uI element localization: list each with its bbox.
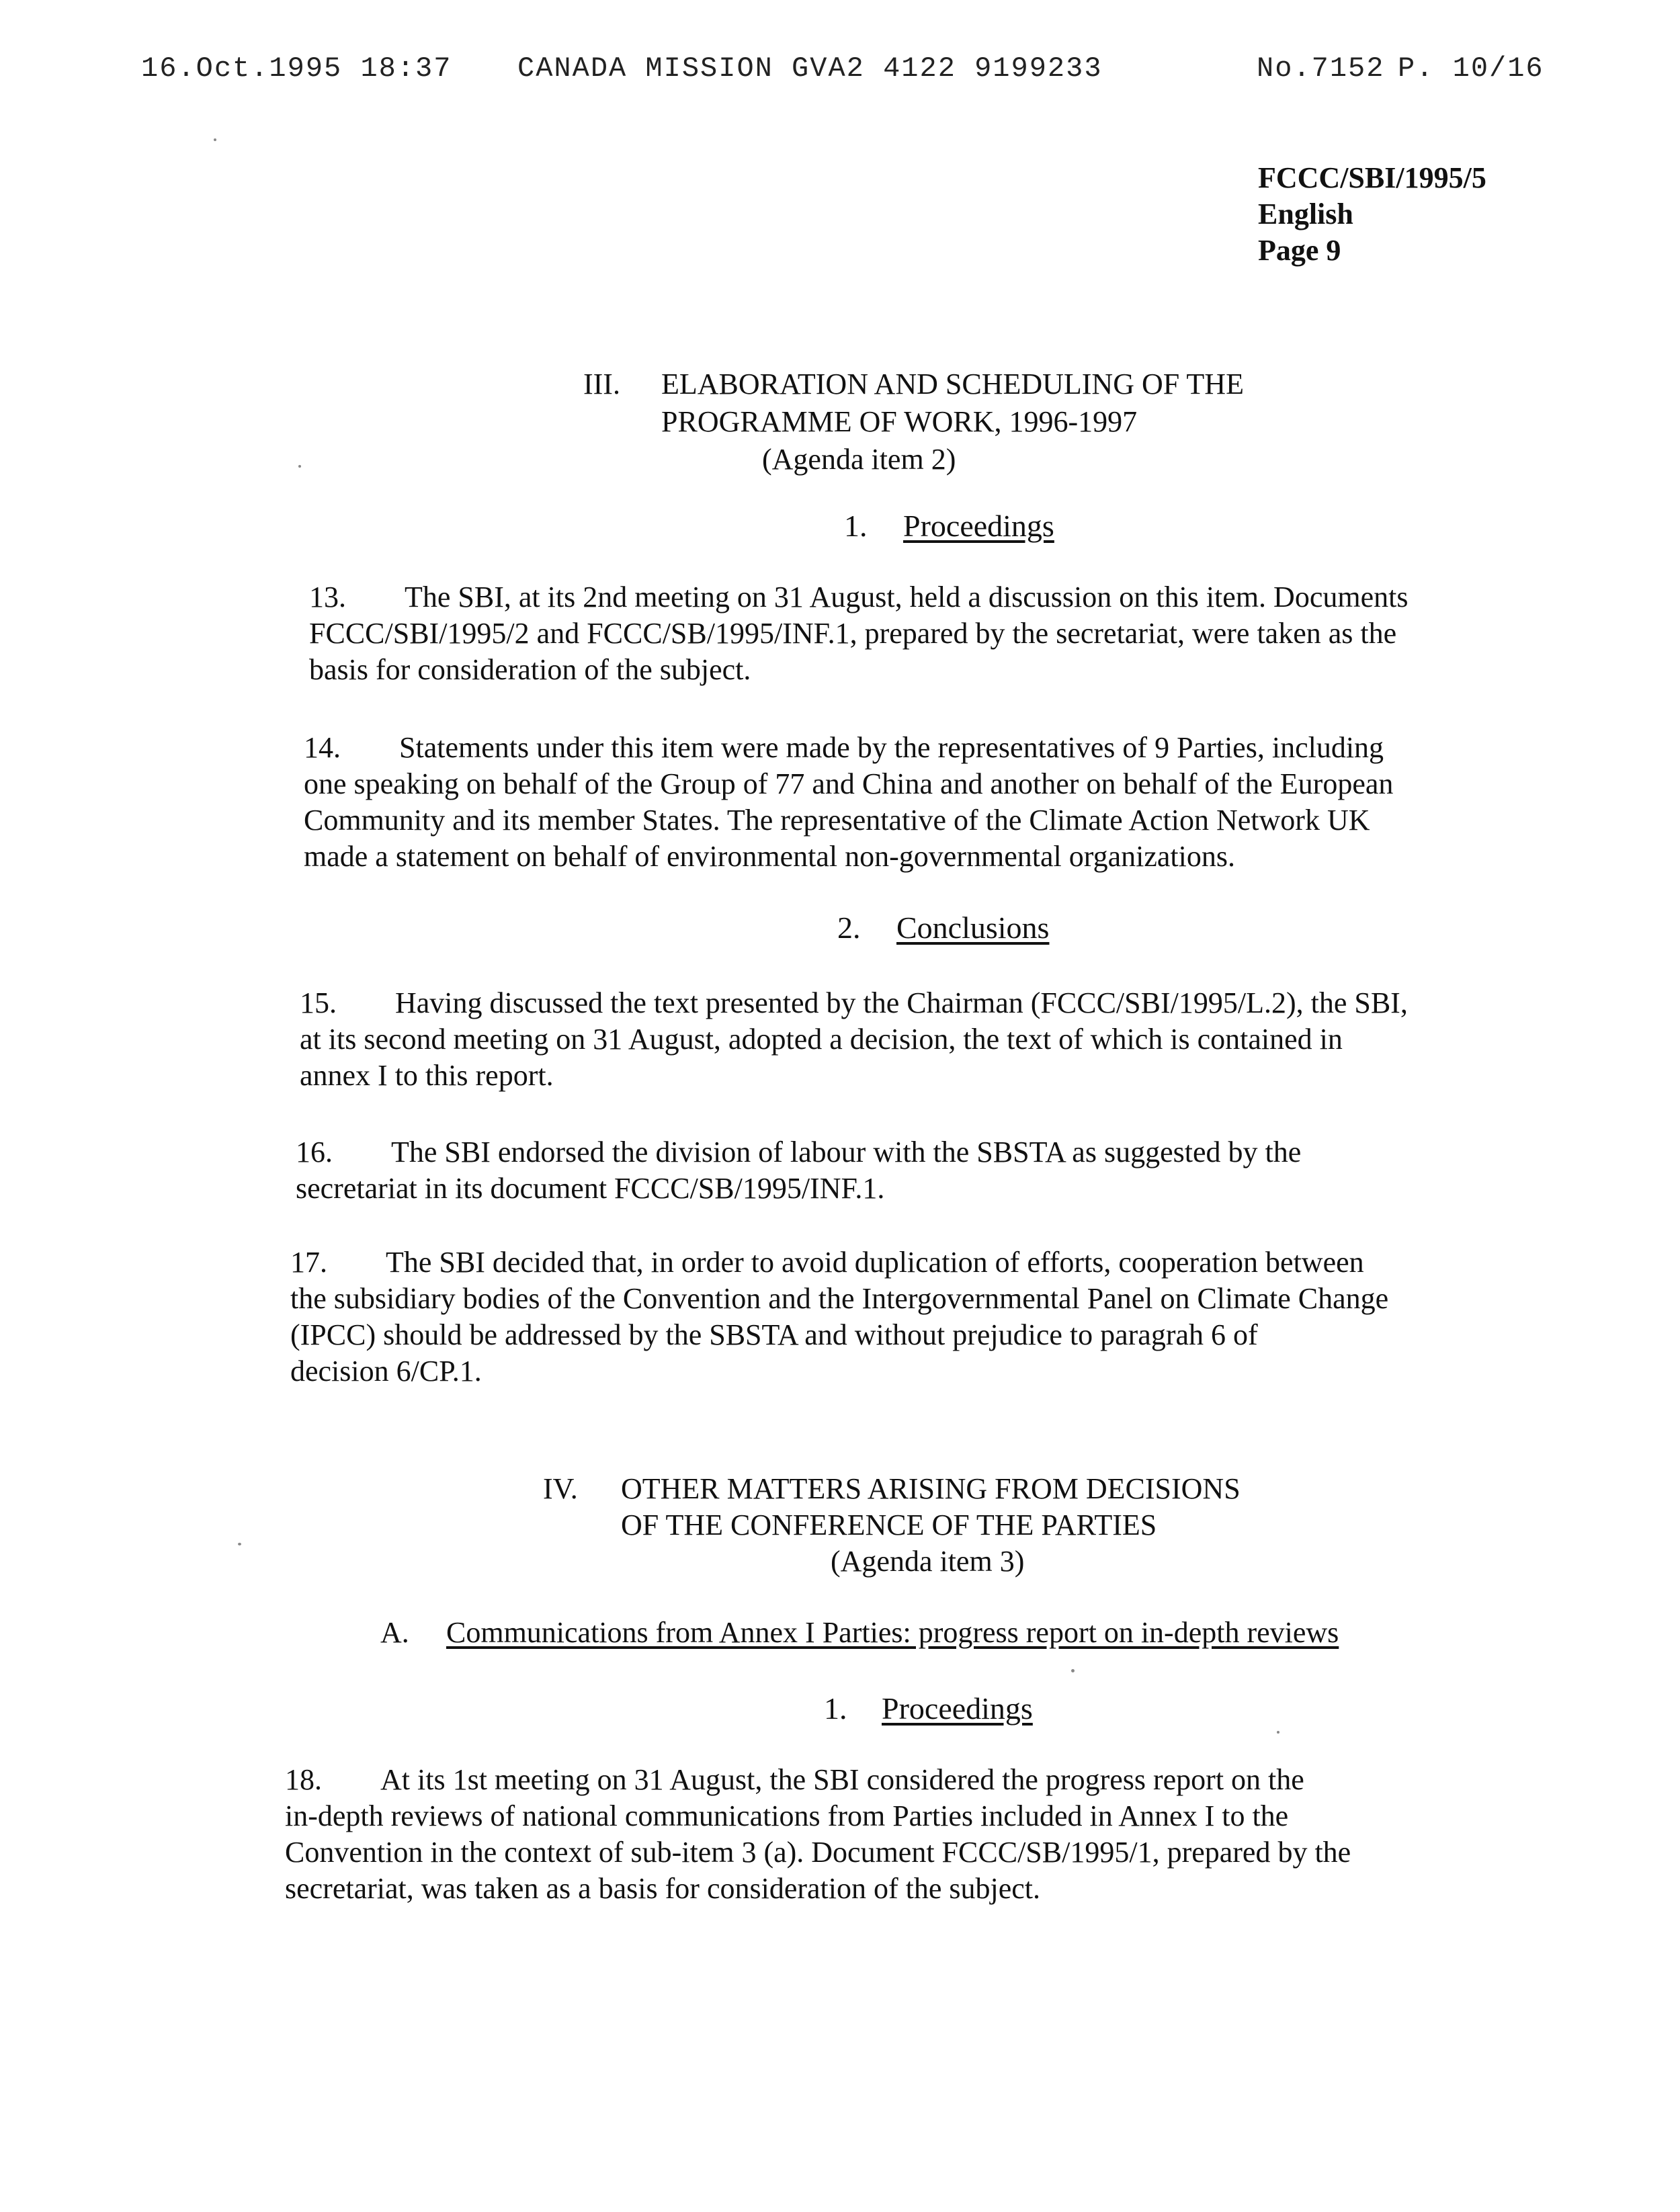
paragraph-line: FCCC/SBI/1995/2 and FCCC/SB/1995/INF.1, prepared by the secretariat, were taken as the — [309, 617, 1397, 650]
section-4-title-line1: OTHER MATTERS ARISING FROM DECISIONS — [621, 1472, 1241, 1505]
paragraph-line: made a statement on behalf of environmental non-governmental organizations. — [304, 840, 1235, 873]
paragraph-line: secretariat, was taken as a basis for consideration of the subject. — [285, 1872, 1041, 1905]
paragraph-line: at its second meeting on 31 August, adopted a decision, the text of which is contained in — [300, 1023, 1343, 1056]
paragraph-line: The SBI, at its 2nd meeting on 31 August, held a discussion on this item. Documents — [405, 581, 1409, 613]
paragraph-line: Community and its member States. The representative of the Climate Action Network UK — [304, 804, 1370, 837]
paragraph-number: 18. — [285, 1763, 322, 1796]
section-4-title-line2: OF THE CONFERENCE OF THE PARTIES — [621, 1508, 1157, 1541]
subsection-title: Communications from Annex I Parties: progress report on in-depth reviews — [446, 1616, 1339, 1649]
paragraph-line: Statements under this item were made by the representatives of 9 Parties, including — [399, 731, 1384, 764]
fax-header — [0, 52, 1680, 93]
scan-speck — [298, 465, 301, 468]
document-page: Page 9 — [1258, 234, 1341, 267]
paragraph-number: 15. — [300, 986, 337, 1019]
paragraph-line: Having discussed the text presented by the Chairman (FCCC/SBI/1995/L.2), the SBI, — [395, 986, 1408, 1019]
fax-page-count: P. 10/16 — [1398, 52, 1544, 85]
subheading-title: Conclusions — [896, 910, 1050, 945]
paragraph-line: annex I to this report. — [300, 1059, 554, 1092]
paragraph-line: decision 6/CP.1. — [290, 1355, 482, 1388]
paragraph-number: 17. — [290, 1246, 327, 1279]
section-4-numeral: IV. — [543, 1472, 578, 1505]
paragraph-15 — [300, 985, 1408, 1094]
paragraph-line: one speaking on behalf of the Group of 77 and China and another on behalf of the European — [304, 767, 1394, 800]
fax-datetime: 16.Oct.1995 18:37 — [141, 52, 452, 85]
paragraph-line: Convention in the context of sub-item 3 (a). Document FCCC/SB/1995/1, prepared by the — [285, 1836, 1351, 1869]
paragraph-16 — [296, 1134, 1301, 1207]
subheading-number: 2. — [837, 910, 861, 945]
section-3-agenda: (Agenda item 2) — [762, 443, 956, 476]
section-3-title-line1: ELABORATION AND SCHEDULING OF THE — [661, 368, 1244, 400]
section-3-title-line2: PROGRAMME OF WORK, 1996-1997 — [661, 405, 1138, 438]
paragraph-line: the subsidiary bodies of the Convention and the Intergovernmental Panel on Climate Change — [290, 1282, 1389, 1315]
paragraph-number: 14. — [304, 731, 341, 764]
paragraph-line: basis for consideration of the subject. — [309, 653, 751, 686]
subheading-number: 1. — [824, 1691, 847, 1726]
subheading-number: 1. — [844, 509, 868, 543]
paragraph-14 — [304, 730, 1393, 875]
paragraph-line: The SBI endorsed the division of labour with the SBSTA as suggested by the — [391, 1136, 1302, 1168]
document-reference — [1258, 160, 1486, 269]
subheading-title: Proceedings — [882, 1691, 1033, 1726]
document-symbol: FCCC/SBI/1995/5 — [1258, 161, 1486, 194]
section-3-numeral: III. — [583, 368, 620, 400]
subsection-letter: A. — [380, 1616, 409, 1649]
paragraph-13 — [309, 579, 1408, 688]
scan-speck — [1277, 1731, 1279, 1734]
subheading-title: Proceedings — [903, 509, 1054, 543]
scan-speck — [214, 138, 216, 141]
paragraph-line: At its 1st meeting on 31 August, the SBI considered the progress report on the — [380, 1763, 1304, 1796]
paragraph-17 — [290, 1244, 1388, 1390]
paragraph-line: in-depth reviews of national communications from Parties included in Annex I to the — [285, 1799, 1289, 1832]
paragraph-18 — [285, 1762, 1351, 1907]
document-language: English — [1258, 198, 1353, 230]
scan-speck — [238, 1543, 241, 1545]
fax-sender: CANADA MISSION GVA2 4122 9199233 — [517, 52, 1103, 85]
section-4-agenda: (Agenda item 3) — [831, 1545, 1025, 1578]
fax-number: No.7152 — [1257, 52, 1385, 85]
paragraph-line: (IPCC) should be addressed by the SBSTA and without prejudice to paragrah 6 of — [290, 1318, 1258, 1351]
paragraph-line: secretariat in its document FCCC/SB/1995/INF.1. — [296, 1172, 885, 1205]
paragraph-number: 16. — [296, 1136, 333, 1168]
paragraph-line: The SBI decided that, in order to avoid duplication of efforts, cooperation between — [386, 1246, 1364, 1279]
paragraph-number: 13. — [309, 581, 346, 613]
scan-speck — [1071, 1669, 1075, 1672]
